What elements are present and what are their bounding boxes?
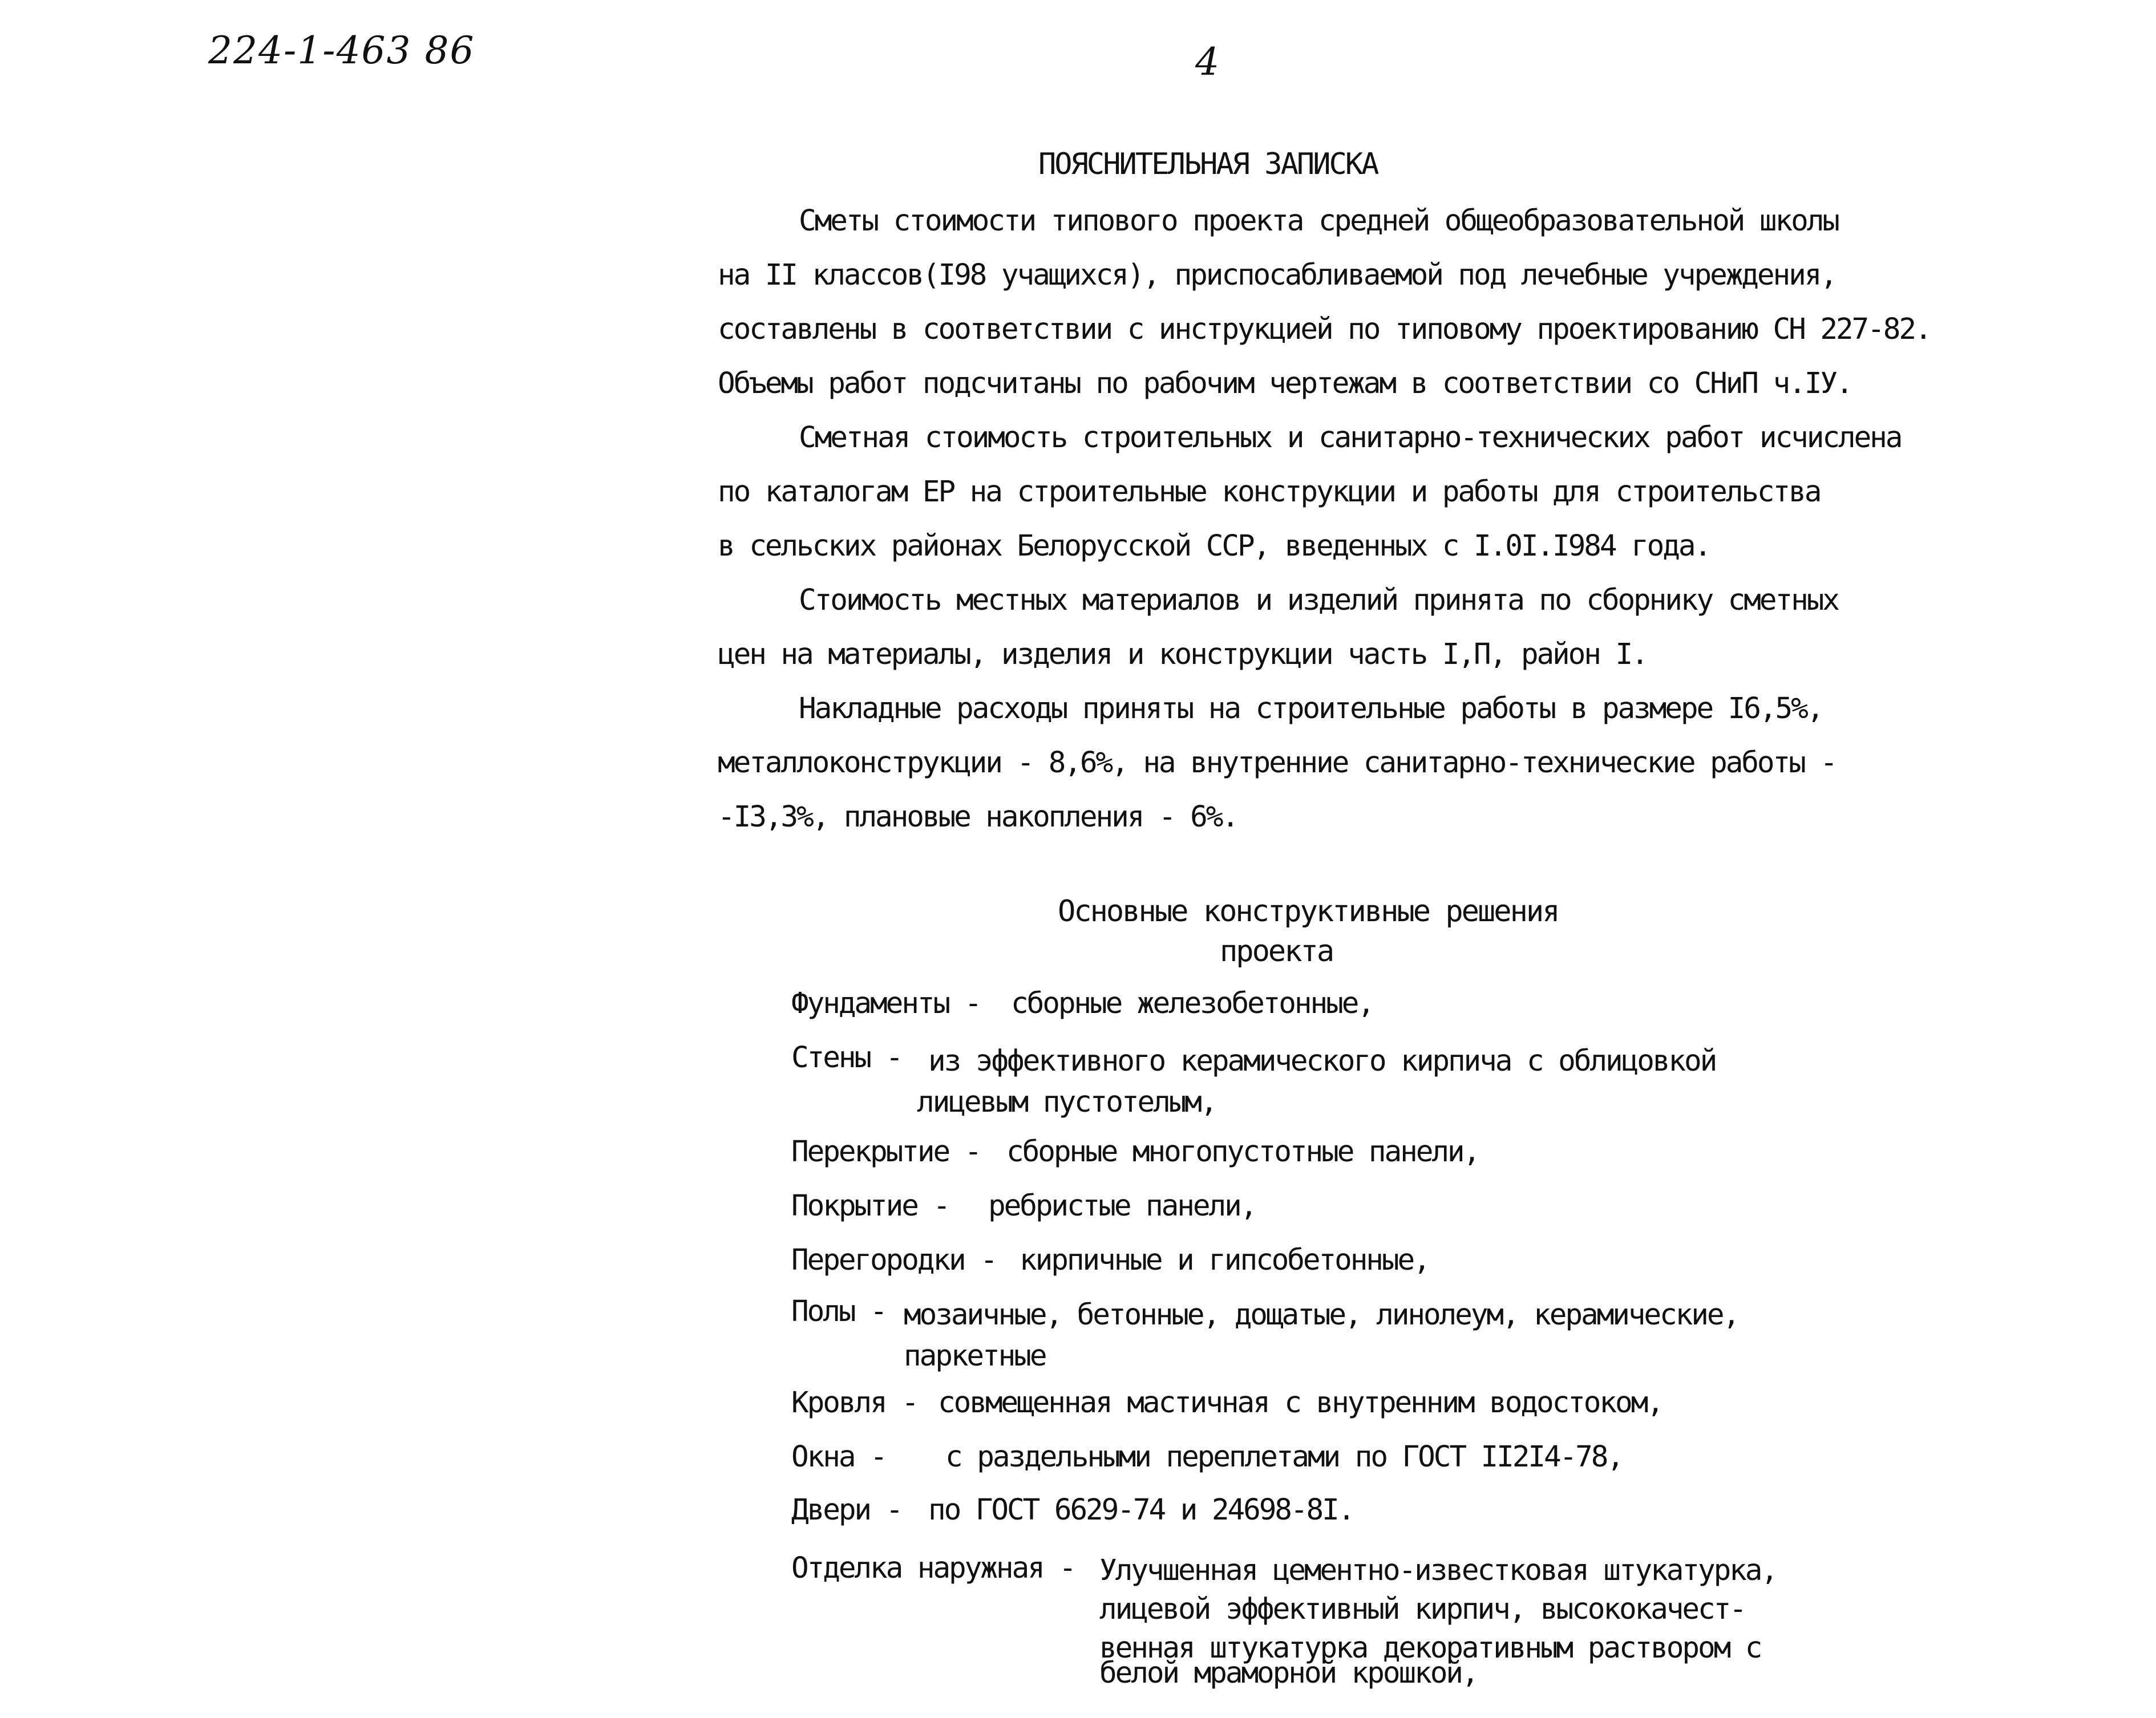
paragraph-line: Сметы стоимости типового проекта средней общеобразовательной школы <box>799 204 1838 238</box>
paragraph-line: в сельских районах Белорусской ССР, введенных с I.0I.I984 года. <box>718 529 1710 563</box>
item-name: Перегородки - <box>791 1243 996 1277</box>
paragraph-line: металлоконструкции - 8,6%, на внутренние санитарно-технические работы - <box>718 746 1836 780</box>
item-name: Покрытие - <box>791 1189 949 1223</box>
item-description <box>928 1493 1353 1527</box>
item-description-line: венная штукатурка декоративным раствором с <box>1099 1631 1761 1665</box>
section-heading: Основные конструктивные решения <box>1058 894 1559 929</box>
item-description-line: белой мраморной крошкой, <box>1099 1656 1478 1690</box>
paragraph-line: цен на материалы, изделия и конструкции часть I,П, район I. <box>718 638 1647 671</box>
item-description-line: мозаичные, бетонные, дощатые, линолеум, керамические, <box>904 1298 1739 1332</box>
paragraph-line: по каталогам ЕР на строительные конструкции и работы для строительства <box>718 475 1821 509</box>
item-description-line: ребристые панели, <box>988 1189 1256 1223</box>
item-description <box>988 1189 1256 1223</box>
handwritten-document-code: 224-1-463 86 <box>208 29 475 72</box>
item-name: Отделка наружная - <box>791 1551 1075 1585</box>
item-description-line: Улучшенная цементно-известковая штукатурка, <box>1099 1554 1777 1587</box>
paragraph-line: Накладные расходы приняты на строительные работы в размере I6,5%, <box>799 692 1823 726</box>
item-name: Перекрытие - <box>791 1135 981 1169</box>
document-title: ПОЯСНИТЕЛЬНАЯ ЗАПИСКА <box>1038 147 1378 181</box>
item-name: Кровля - <box>791 1386 917 1420</box>
item-description <box>1011 987 1373 1021</box>
paragraph-line: на II классов(I98 учащихся), приспосабливаемой под лечебные учреждения, <box>718 258 1836 292</box>
paragraph-line: Сметная стоимость строительных и санитарно-технических работ исчислена <box>799 421 1902 455</box>
item-name: Стены - <box>791 1041 902 1075</box>
item-name: Полы - <box>791 1295 886 1328</box>
item-description <box>904 1295 1738 1377</box>
item-description-line: сборные железобетонные, <box>1011 987 1373 1020</box>
item-name: Двери - <box>791 1493 902 1527</box>
item-description <box>945 1440 1623 1474</box>
item-description <box>1006 1135 1479 1169</box>
item-description <box>938 1386 1662 1420</box>
item-description-line: совмещенная мастичная с внутренним водостоком, <box>938 1386 1662 1420</box>
item-description-line: по ГОСТ 6629-74 и 24698-8I. <box>928 1493 1354 1527</box>
item-description-line: кирпичные и гипсобетонные, <box>1020 1243 1429 1277</box>
item-name: Фундаменты - <box>791 987 981 1020</box>
item-description-line: лицевой эффективный кирпич, высококачест- <box>1099 1593 1745 1626</box>
item-description <box>1020 1243 1429 1278</box>
paragraph-line: Стоимость местных материалов и изделий принята по сборнику сметных <box>799 584 1838 617</box>
item-name: Окна - <box>791 1440 886 1474</box>
item-description-line: с раздельными переплетами по ГОСТ II2I4-78, <box>945 1440 1623 1474</box>
item-description <box>917 1041 1716 1123</box>
paragraph-line: -I3,3%, плановые накопления - 6%. <box>718 800 1237 834</box>
item-description-line: из эффективного керамического кирпича с облицовкой <box>928 1044 1716 1078</box>
item-description-line: лицевым пустотелым, <box>917 1085 1216 1119</box>
paragraph-line: составлены в соответствии с инструкцией по типовому проектированию СН 227-82. <box>718 313 1931 346</box>
page-number: 4 <box>1195 40 1219 84</box>
section-heading-continued: проекта <box>1220 934 1333 969</box>
item-description <box>1099 1551 1777 1693</box>
item-description-line: паркетные <box>904 1339 1046 1373</box>
item-description-line: сборные многопустотные панели, <box>1006 1135 1479 1169</box>
paragraph-line: Объемы работ подсчитаны по рабочим чертежам в соответствии со СНиП ч.IУ. <box>718 367 1852 400</box>
